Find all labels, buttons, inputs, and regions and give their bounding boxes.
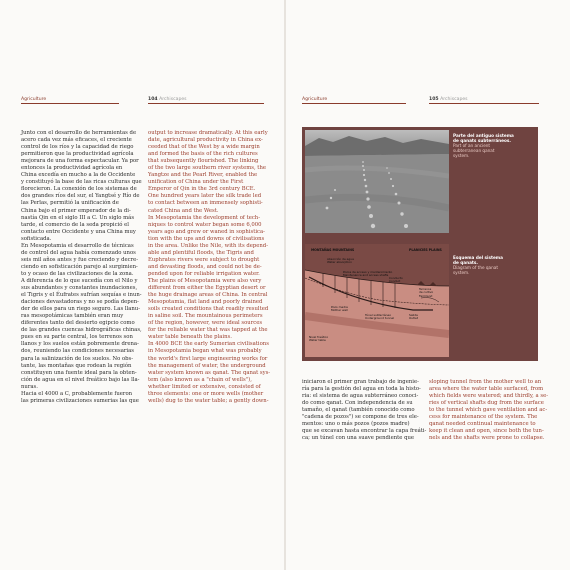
running-title: Archiscapes (440, 97, 468, 102)
left-section-header (21, 97, 46, 102)
english-text-column (148, 130, 270, 405)
text-line: cess for maintenance of the system. The (429, 414, 538, 421)
photo-caption-spanish-line: Parte del antiguo sistema (453, 133, 514, 138)
mother-well-label: Pozo madre Mother well (331, 305, 348, 313)
text-line: area where the water table surfaced, from (429, 386, 544, 393)
text-line: and devasting floods, and could not be de- (148, 263, 262, 270)
text-line: daciones devastadoras y no se podía depen- (21, 299, 139, 306)
text-line: tante, las montañas que rodean la región (21, 362, 132, 369)
running-title: Archiscapes (159, 97, 187, 102)
text-line: En Mesopotamia el desarrollo de técnicas (21, 242, 134, 249)
text-line: pended upon for reliable irrigation water. (148, 270, 260, 277)
text-line: which fields were watered; and thirdly, a se- (429, 393, 548, 400)
spanish-text-column (302, 379, 426, 442)
text-line: ciendo en sofisticación parejo al surgimien- (21, 263, 138, 270)
section-title: Agriculture (21, 97, 47, 102)
text-line: to y ocaso de las civilizaciones de la zona. (21, 270, 134, 277)
text-line: tamaño, el qanat (también conocido como (302, 407, 415, 414)
text-line: in the area. Unlike the Nile, with its depend- (148, 242, 268, 249)
text-line: whether limited or extensive, consisted of (148, 383, 261, 390)
mountains-label: MONTAÑAS MOUNTAINS (311, 248, 355, 252)
text-line: nuras. (21, 383, 38, 390)
section-title: Agriculture (302, 97, 328, 102)
text-line: permitieron que la productividad agrícola (21, 151, 134, 158)
text-line: der de ellos para un riego seguro. Las llanu- (21, 306, 141, 313)
text-line: niques to control water began some 6,000 (148, 221, 262, 228)
english-text-column (429, 379, 548, 442)
text-line: In 4000 BCE the early Sumerian civilisations (148, 341, 269, 348)
photo-landscape (305, 130, 449, 233)
text-line: In Mesopotamia the development of tech- (148, 214, 261, 221)
text-line: ceeded that of the West by a wide margin (148, 144, 260, 151)
text-line: las Perlas, permitió la unificación de (21, 200, 119, 207)
text-line: able and plentiful floods, the Tigris and (148, 249, 254, 256)
diagram-caption (453, 255, 503, 275)
text-line: sus abundantes y constantes inundaciones, (21, 285, 138, 292)
photo-caption-english-line: Part of an ancient (453, 143, 491, 149)
text-line: Junto con el desarrollo de herramientas de (21, 130, 137, 136)
text-line: water system known as qanat. The qanat sys- (148, 369, 271, 376)
text-line: do como qanat. Con independencia de su (302, 400, 413, 407)
diagram-caption-spanish-line: Esquema del sistema (453, 255, 504, 260)
text-line: ría para la gestión del agua en toda la histo- (302, 386, 421, 393)
diagram-caption-spanish-line: de qanats. (453, 260, 479, 266)
text-line: de control del agua había comenzado unos (21, 249, 136, 256)
text-line: Mesopotamia, flat land and poorly drained (148, 299, 263, 306)
tunnel-label: Túnel subterráneo Underground tunnel (365, 313, 395, 321)
text-line: China excedía en mucho a la de Occidente (21, 172, 136, 179)
text-line: florecieron. La conexión de los sistemas de (21, 186, 137, 193)
text-line: ries of vertical shafts dug from the surface (429, 400, 544, 407)
text-line: Euphrates rivers were subject to drought (148, 256, 260, 263)
text-line: pues en su parte central, los terrenos son (21, 334, 133, 341)
text-line: A diferencia de lo que sucedía con el Nilo y (21, 277, 138, 284)
text-line: years ago and grew or waned in sophistica- (148, 228, 265, 235)
text-line: iniciaron el primer gran trabajo de ingenie- (302, 379, 419, 385)
text-line: for the reliable water that was tapped at the (148, 327, 268, 334)
text-line: y constituyó la base de las ricas culturas que (21, 179, 142, 186)
text-line: soils created conditions that readily resulted (148, 306, 269, 313)
header-rule (429, 103, 539, 104)
text-line: to the tunnel which gave ventilation and ac- (429, 407, 548, 414)
water-absorption-label: Absorción de agua Water absorption (327, 257, 354, 265)
text-line: the management of water, the underground (148, 362, 266, 369)
text-line: output to increase dramatically. At this early (148, 130, 268, 136)
text-line: dos grandes ríos del sur, el Yangtsé y Río de (21, 193, 140, 200)
text-line: different from either the Egyptian desert or (148, 285, 266, 292)
text-line: the world's first large engineering works for (148, 355, 268, 362)
text-line: Yangtze and the Pearl River, enabled the (148, 172, 258, 179)
text-line: that subsequently flourished. The linking (148, 158, 259, 165)
text-line: of the region, however, were ideal sources (148, 320, 263, 327)
text-line: and formed the basis of the rich cultures (148, 151, 258, 158)
diagram-caption-english-line: system. (453, 270, 470, 276)
text-line: water table beneath the plains. (148, 334, 232, 341)
text-line: unification of China under the First (148, 179, 244, 186)
text-line: ria: el sistema de agua subterráneo conoci- (302, 393, 419, 400)
text-line: ca; un túnel con una suave pendiente que (302, 435, 415, 442)
text-line: China bajo el primer emperador de la di- (21, 207, 131, 214)
text-line: que se excavan hasta encontrar la capa freáti- (302, 428, 427, 435)
text-line: tion with the ups and downs of civilisations (148, 235, 265, 242)
farmland-label: Terrenos de cultivo Farmland (419, 287, 434, 298)
spanish-text-column (21, 130, 142, 405)
figure-panel (302, 127, 538, 361)
photo-caption-english-line: system. (453, 153, 470, 159)
text-line: constituyen una fuente ideal para la obten- (21, 369, 137, 376)
text-line: tem (also known as a "chain of wells"), (148, 376, 252, 383)
photo-caption (453, 133, 514, 158)
qanat-aerial-photo (305, 130, 449, 233)
text-line: entonces la productividad agrícola en (21, 165, 123, 172)
diagram-caption-english-line: Diagram of the qanat (453, 265, 498, 271)
header-rule (302, 103, 406, 104)
page-number: 104 (148, 97, 158, 102)
text-line: sofisticada. (21, 235, 52, 242)
left-page-folio (148, 97, 187, 102)
text-line: mentos: uno o más pozos (pozos madre) (302, 421, 410, 428)
page-number: 105 (429, 97, 439, 102)
text-line: llanos y los suelos están pobremente drena- (21, 341, 139, 348)
text-line: diferentes tanto del desierto egipcio como (21, 320, 135, 327)
text-line: tarde, el comercio de la seda propició el (21, 221, 129, 228)
text-line: de las grandes cuencas hidrográficas chinas, (21, 327, 142, 334)
text-line: three elements: one or more wells (mother (148, 390, 264, 397)
text-line: in Mesopotamia began what was probably (148, 348, 262, 355)
header-rule (21, 103, 119, 104)
right-page-folio (429, 97, 468, 102)
text-line: in saline soil. The mountainous perimeters (148, 313, 263, 320)
photo-caption-spanish-line: de qanats subterráneos. (453, 138, 511, 144)
text-line: sloping tunnel from the mother well to an (429, 379, 542, 385)
left-page (0, 0, 284, 570)
text-line: ras mesopotámicas también eran muy (21, 313, 124, 320)
text-line: nels and the shafts were prone to collapse. (429, 435, 545, 442)
text-line: "cadena de pozos") se compone de tres ele- (302, 414, 419, 421)
text-line: dos, reuniendo las condiciones necesarias (21, 348, 134, 355)
text-line: Emperor of Qin in the 3rd century BCE. (148, 186, 256, 193)
text-line: One hundred years later the silk trade led (148, 193, 262, 200)
text-line: Hacia el 4000 a C, probablemente fueron (21, 390, 133, 397)
water-table-label: Nivel freático Water table (309, 335, 329, 343)
text-line: keep it clean and open, since both the tun- (429, 428, 544, 435)
text-line: para la salinización de los suelos. No obs- (21, 355, 134, 362)
conduit-label: Conducto Conduit (389, 276, 403, 284)
photo-caption-english-line: subterranean qanat (453, 148, 495, 154)
text-line: date, agricultural productivity in China ex- (148, 137, 263, 144)
text-line: contacto entre Occidente y una China muy (21, 228, 136, 235)
text-line: el Tigris y el Éufrates sufrían sequías e inun- (21, 292, 142, 299)
text-line: seis mil años antes y fue creciendo y decre- (21, 256, 139, 263)
text-line: of the two large southern river systems, the (148, 165, 266, 172)
plains-label: PLANICIES PLAINS (409, 248, 442, 252)
shafts-label: Pozos de acceso y mantenimiento Maintenance and access shafts (343, 270, 393, 278)
text-line: wells) dug to the water table; a gently down- (148, 397, 269, 404)
text-line: The plains of Mesopotamia were also very (148, 277, 262, 284)
right-section-header (302, 97, 327, 102)
text-line: to contact between an immensely sophisti- (148, 200, 263, 207)
qanat-diagram (305, 244, 449, 357)
text-line: las primeras civilizaciones sumerias las que (21, 397, 139, 404)
outlet-label: Salida Outlet (409, 313, 418, 321)
header-rule (148, 103, 264, 104)
text-line: ción de agua en el nivel freático bajo las lla- (21, 376, 140, 383)
text-line: cated China and the West. (148, 207, 219, 214)
text-line: control de los ríos y la capacidad de riego (21, 144, 134, 151)
text-line: nastía Qin en el siglo III a C. Un siglo más (21, 214, 135, 221)
text-line: mejorara de una forma espectacular. Ya por (21, 158, 139, 165)
text-line: the huge drainage areas of China. In central (148, 292, 268, 299)
text-line: qanat needed continual maintenance to (429, 421, 536, 428)
text-line: acero cada vez más eficaces, el creciente (21, 137, 132, 144)
